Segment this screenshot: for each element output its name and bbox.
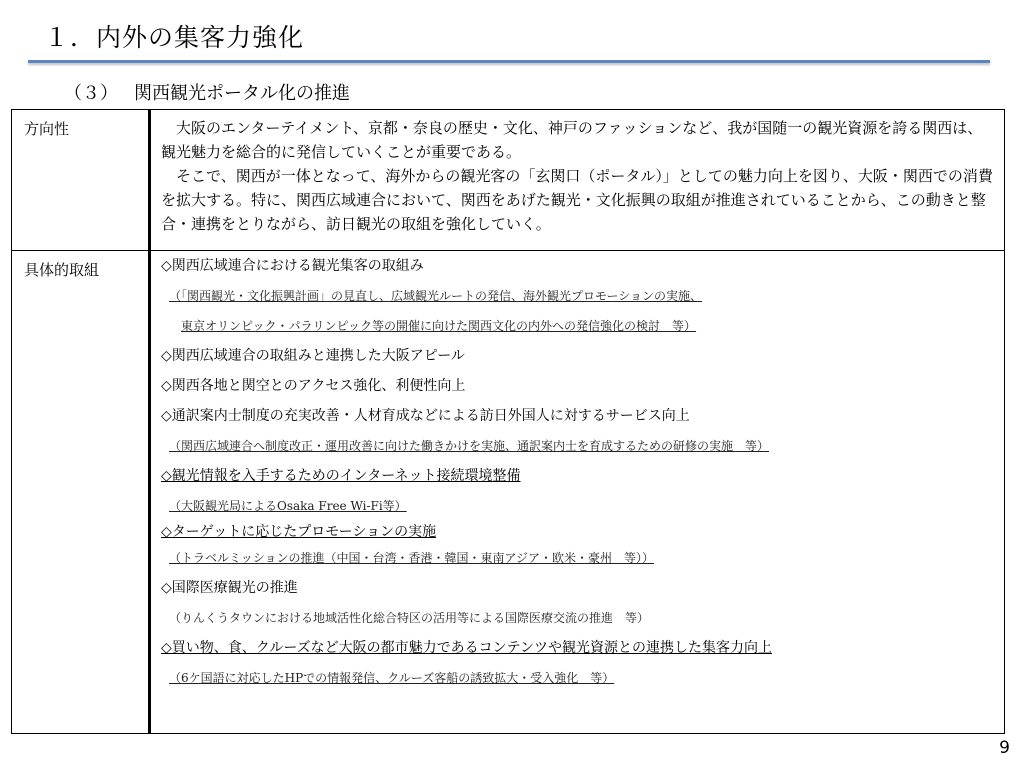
initiatives-content: [150, 251, 1005, 734]
initiative-note: （「関西観光・文化振興計画」の見直し、広域観光ルートの発信、海外観光プロモーションの実施、: [169, 289, 703, 303]
policy-table: [11, 109, 1005, 734]
initiative-item: ◇ターゲットに応じたプロモーションの実施: [161, 524, 437, 540]
initiative-note: （トラベルミッションの推進（中国・台湾・香港・韓国・東南アジア・欧米・豪州 等））: [169, 551, 655, 565]
initiative-item: ◇関西広域連合における観光集客の取組み: [161, 258, 424, 274]
initiative-item: ◇観光情報を入手するためのインターネット接続環境整備: [161, 468, 521, 484]
initiative-note: （大阪観光局によるOsaka Free Wi-Fi等）: [169, 499, 407, 513]
initiative-item: ◇通訳案内士制度の充実改善・人材育成などによる訪日外国人に対するサービス向上: [161, 408, 690, 424]
initiative-item: ◇国際医療観光の推進: [161, 580, 298, 596]
initiative-note: （6ケ国語に対応したHPでの情報発信、クルーズ客船の誘致拡大・受入強化 等）: [169, 671, 615, 685]
subtitle-number: （３）: [64, 83, 118, 104]
initiative-item: ◇関西広域連合の取組みと連携した大阪アピール: [161, 348, 465, 364]
section-subtitle: [64, 79, 350, 105]
direction-content: [150, 110, 1005, 251]
direction-label: 方向性: [12, 110, 150, 251]
initiative-item: ◇買い物、食、クルーズなど大阪の都市魅力であるコンテンツや観光資源との連携した集客力向上: [161, 640, 772, 656]
initiatives-row: [12, 251, 1005, 734]
initiative-note: 東京オリンピック・パラリンピック等の開催に向けた関西文化の内外への発信強化の検討 等）: [181, 319, 697, 333]
direction-paragraph: そこで、関西が一体となって、海外からの観光客の「玄関口（ポータル）」としての魅力向上を図り、大阪・関西での消費を拡大する。特に、関西広域連合において、関西をあげた観光・文化振興の取組が推進されていることから、この動きと整合・連携をとりながら、訪日観光の取組を強化していく。: [161, 167, 993, 233]
initiatives-label: 具体的取組: [12, 251, 150, 734]
title-divider: [28, 60, 990, 63]
page-number: 9: [999, 738, 1010, 758]
direction-paragraph: 大阪のエンターテイメント、京都・奈良の歴史・文化、神戸のファッションなど、我が国随一の観光資源を誇る関西は、観光魅力を総合的に発信していくことが重要である。: [161, 119, 983, 161]
initiative-item: ◇関西各地と関空とのアクセス強化、利便性向上: [161, 378, 466, 394]
initiative-note: （関西広域連合へ制度改正・運用改善に向けた働きかけを実施、通訳案内士を育成するための研修の実施 等）: [169, 439, 770, 453]
page-title: １．内外の集客力強化: [44, 23, 305, 52]
subtitle-text: 関西観光ポータル化の推進: [134, 83, 350, 104]
direction-row: [12, 110, 1005, 251]
initiative-note: （りんくうタウンにおける地域活性化総合特区の活用等による国際医療交流の推進 等）: [169, 611, 650, 625]
